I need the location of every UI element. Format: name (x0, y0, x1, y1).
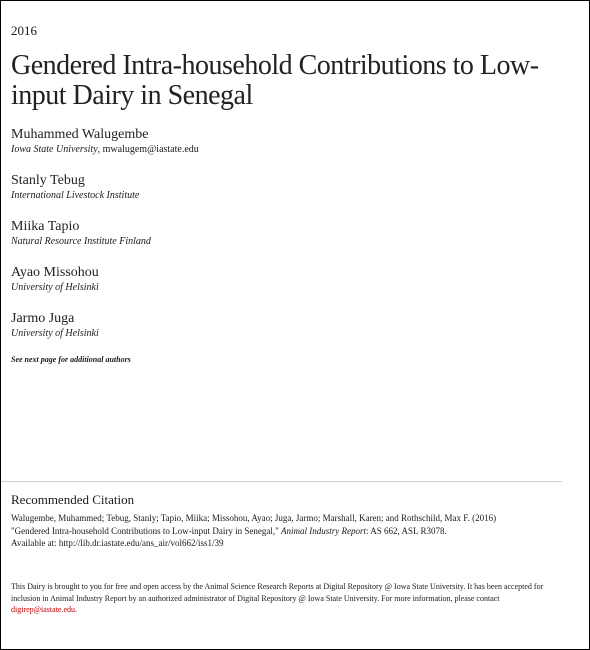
contact-email-link[interactable]: digirep@iastate.edu (11, 605, 76, 614)
author-entry (11, 126, 571, 172)
author-affiliation: International Livestock Institute (11, 190, 140, 201)
citation-volume: : AS 662, ASL R3078. (366, 525, 447, 536)
citation-title: "Gendered Intra-household Contributions to Low-input Dairy in Senegal," (11, 525, 279, 536)
recommended-citation-heading: Recommended Citation (11, 492, 135, 507)
author-name: Stanly Tebug (11, 173, 85, 188)
author-entry (11, 218, 571, 264)
citation-authors: Walugembe, Muhammed; Tebug, Stanly; Tapio, Miika; Missohou, Ayao; Juga, Jarmo; Marshall, Karen; and Rothschild, Max F. (2016) (11, 513, 497, 523)
author-affiliation: University of Helsinki (11, 328, 99, 339)
author-list (11, 126, 571, 356)
author-affiliation-line (11, 281, 571, 295)
author-name: Miika Tapio (11, 219, 80, 234)
access-notice-text: This Dairy is brought to you for free and open access by the Animal Science Research Reports at Digital Repository @ Iowa State University. It has been accepted for inclusion in Animal Industry Report by an authorized administrator of Digital Repository @ Iowa State University. For more information, please contact (11, 582, 544, 603)
author-name: Jarmo Juga (11, 311, 75, 326)
page-title: Gendered Intra-household Contributions to Low-input Dairy in Senegal (11, 50, 539, 111)
author-affiliation: Iowa State University (11, 144, 98, 155)
author-email[interactable]: mwalugem@iastate.edu (102, 144, 199, 155)
author-entry (11, 310, 571, 356)
access-notice-end: . (75, 605, 78, 614)
author-entry (11, 264, 571, 310)
author-affiliation-line (11, 189, 571, 203)
author-entry (11, 172, 571, 218)
author-name: Ayao Missohou (11, 265, 99, 280)
author-affiliation-line (11, 327, 571, 341)
citation-journal: Animal Industry Report (281, 525, 367, 536)
see-next-page-note: See next page for additional authors (11, 355, 131, 364)
author-affiliation-line: Iowa State University, mwalugem@iastate.edu (11, 144, 199, 155)
publication-year: 2016 (11, 23, 37, 38)
citation-text (11, 512, 571, 550)
citation-title-line (11, 525, 571, 538)
section-divider (1, 481, 562, 482)
author-name: Muhammed Walugembe (11, 127, 149, 142)
author-affiliation: University of Helsinki (11, 282, 99, 293)
author-affiliation: Natural Resource Institute Finland (11, 236, 151, 247)
access-notice (11, 581, 561, 616)
citation-url[interactable]: Available at: http://lib.dr.iastate.edu/ans_air/vol662/iss1/39 (11, 538, 224, 548)
author-affiliation-line (11, 235, 571, 249)
